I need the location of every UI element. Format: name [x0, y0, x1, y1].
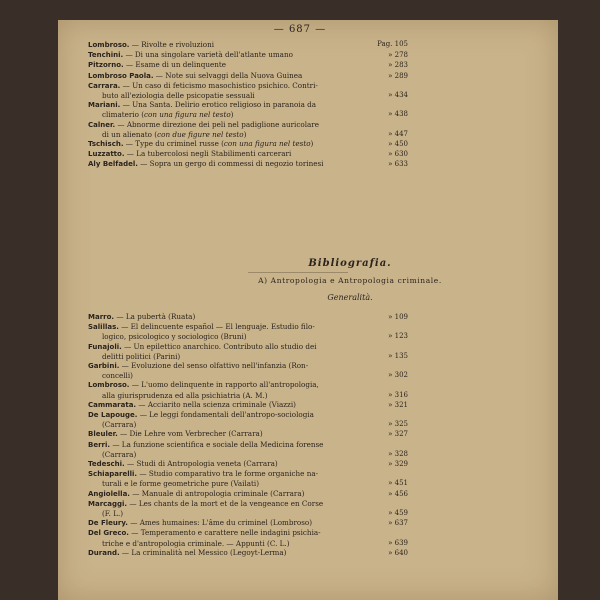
entry-title-line: (Carrara) — [102, 420, 137, 430]
toc-entry — [88, 400, 408, 410]
entry-author: Angiolella. — [88, 489, 130, 498]
entry-page-number: » 329 — [388, 460, 408, 469]
entry-title-line: — Un caso di feticismo masochistico psichico. Contri- — [120, 80, 318, 90]
entry-title-line: triche e d'antropologia criminale. — Appunti (C. L.) — [102, 538, 290, 548]
entry-title-line: — Un epilettico anarchico. Contributo allo studio dei — [121, 341, 317, 351]
entry-title-line: — La tubercolosi negli Stabilimenti carcerari — [124, 149, 292, 159]
entry-page-number: Pag. 105 — [377, 40, 408, 48]
entry-author: Marro. — [88, 313, 115, 321]
entry-title-line: — Studi di Antropologia veneta (Carrara) — [124, 459, 278, 469]
entry-page-number: » 447 — [388, 129, 408, 138]
entry-title-line: — Studio comparativo tra le forme organiche na- — [137, 469, 319, 479]
toc-entry — [88, 440, 408, 459]
entry-title-line: — Abnorme direzione dei peli nel padiglione auricolare — [115, 119, 319, 129]
entry-author: Lombroso Paola. — [88, 71, 154, 80]
toc-entry — [88, 548, 408, 558]
entry-author: Mariani. — [88, 101, 121, 110]
entry-author: Del Greco. — [88, 529, 129, 538]
entry-page-number: » 109 — [388, 313, 408, 321]
section-a-heading — [100, 276, 600, 285]
toc-entry — [88, 120, 408, 139]
entry-author: De Fleury. — [88, 519, 128, 528]
toc-entry — [88, 312, 408, 322]
toc-entry — [88, 469, 408, 488]
entry-author: Salillas. — [88, 323, 119, 332]
entry-title-line: turali e le forme geometriche pure (Vailati) — [102, 479, 260, 489]
entry-page-number: » 278 — [388, 51, 408, 60]
section-a-label: A) Antropologia e Antropologia criminale. — [258, 276, 442, 285]
entry-title-line: — Una Santa. Delirio erotico religioso in paranoia da — [120, 100, 317, 110]
entry-page-number: » 459 — [388, 509, 408, 518]
toc-entry — [88, 518, 408, 528]
toc-entry — [88, 50, 408, 60]
entry-title-line: — Sopra un gergo di commessi di negozio torinesi — [137, 159, 324, 169]
entry-title-line: logico, psicologico y sociologico (Bruni) — [102, 332, 247, 342]
toc-entry — [88, 380, 408, 399]
entry-title-line: — Esame di un delinquente — [123, 60, 227, 70]
toc-entry — [88, 528, 408, 547]
bottom-entries-list — [88, 312, 408, 558]
entry-author: Aly Belfadel. — [88, 160, 138, 169]
entry-title-line: — Type du criminel russe (con una figura nel testo) — [123, 139, 314, 149]
toc-entry — [88, 81, 408, 100]
bibliography-heading: Bibliografia. — [308, 258, 392, 269]
entry-title-line: — Note sui selvaggi della Nuova Guinea — [153, 70, 303, 80]
entry-title-line: delitti politici (Parini) — [102, 351, 181, 361]
entry-author: Luzzatto. — [88, 150, 125, 159]
toc-entry — [88, 139, 408, 149]
toc-entry — [88, 410, 408, 429]
entry-title-line: — Ames humaines: L'âme du criminel (Lombroso) — [127, 518, 313, 528]
heading-rule — [248, 272, 348, 273]
entry-page-number: » 456 — [388, 489, 408, 498]
toc-entry — [88, 459, 408, 469]
entry-author: Bleuler. — [88, 430, 118, 439]
entry-page-number: » 328 — [388, 449, 408, 458]
entry-page-number: » 289 — [388, 71, 408, 80]
entry-page-number: » 639 — [388, 538, 408, 547]
entry-page-number: » 451 — [388, 479, 408, 488]
entry-page-number: » 327 — [388, 430, 408, 439]
entry-page-number: » 438 — [388, 110, 408, 119]
toc-entry — [88, 60, 408, 70]
entry-title-line: — Manuale di antropologia criminale (Carrara) — [129, 488, 305, 498]
toc-entry — [88, 71, 408, 81]
entry-author: Tenchini. — [88, 51, 124, 60]
entry-page-number: » 325 — [388, 420, 408, 429]
toc-entry — [88, 159, 408, 169]
toc-entry — [88, 342, 408, 361]
entry-page-number: » 637 — [388, 519, 408, 528]
entry-title-line: — La funzione scientifica e sociale della Medicina forense — [110, 439, 324, 449]
entry-title-line: — La criminalità nel Messico (Legoyt-Lerma) — [119, 547, 287, 557]
toc-entry — [88, 361, 408, 380]
entry-title-line: (Carrara) — [102, 449, 137, 459]
toc-entry — [88, 322, 408, 341]
entry-author: Carrara. — [88, 81, 121, 90]
entry-title-line: — L'uomo delinquente in rapporto all'antropologia, — [129, 380, 319, 390]
entry-title-line: — Les chants de la mort et de la vengeance en Corse — [127, 498, 324, 508]
entry-page-number: » 123 — [388, 332, 408, 341]
entry-author: Tschisch. — [88, 140, 124, 149]
entry-title-line: — El delincuente español — El lenguaje. Estudio filo- — [118, 322, 315, 332]
entry-title-line: (F. L.) — [102, 509, 124, 519]
entry-author: Marcaggi. — [88, 499, 128, 508]
entry-page-number: » 630 — [388, 150, 408, 159]
toc-entry — [88, 499, 408, 518]
toc-entry — [88, 489, 408, 499]
entry-title-line: — Acciarito nella scienza criminale (Viazzi) — [136, 399, 296, 409]
generalita-heading: Generalità. — [327, 293, 373, 302]
entry-title-line: — Le leggi fondamentali dell'antropo-sociologia — [137, 410, 314, 420]
entry-title-line: — Rivolte e rivoluzioni — [129, 40, 214, 49]
entry-author: Cammarata. — [88, 400, 137, 409]
entry-author: Lombroso. — [88, 41, 130, 49]
entry-author: Pitzorno. — [88, 61, 124, 70]
entry-page-number: » 316 — [388, 390, 408, 399]
entry-author: Berri. — [88, 440, 111, 449]
entry-title-line: — Evoluzione del senso olfattivo nell'infanzia (Ron- — [119, 361, 309, 371]
entry-page-number: » 283 — [388, 61, 408, 70]
entry-title-line: alla giurisprudenza ed alla psichiatria (A. M.) — [102, 390, 268, 400]
entry-author: Schiaparelli. — [88, 470, 138, 479]
toc-entry — [88, 100, 408, 119]
entry-author: Tedeschi. — [88, 460, 125, 469]
entry-author: Calner. — [88, 120, 116, 129]
entry-title-line: — Temperamento e carattere nelle indagini psichia- — [128, 528, 321, 538]
entry-page-number: » 135 — [388, 351, 408, 360]
entry-page-number: » 450 — [388, 140, 408, 149]
top-entries-list — [88, 40, 408, 170]
entry-author: De Lapouge. — [88, 411, 138, 420]
entry-author: Garbini. — [88, 362, 120, 371]
entry-page-number: » 633 — [388, 160, 408, 169]
entry-title-line: buto all'eziologia delle psicopatie sessuali — [102, 91, 255, 101]
entry-title-line: climaterio (con una figura nel testo) — [102, 110, 234, 120]
toc-entry — [88, 40, 408, 50]
entry-author: Lombroso. — [88, 381, 130, 390]
entry-title-line: concelli) — [102, 371, 133, 381]
toc-entry — [88, 429, 408, 439]
entry-page-number: » 321 — [388, 400, 408, 409]
entry-title-line: di un alienato (con due figure nel testo) — [102, 129, 247, 139]
entry-page-number: » 434 — [388, 91, 408, 100]
entry-author: Funajoli. — [88, 342, 122, 351]
entry-title-line: — La pubertà (Ruata) — [114, 312, 196, 321]
page-number: — 687 — — [273, 24, 327, 35]
entry-page-number: » 302 — [388, 371, 408, 380]
entry-title-line: — Di una singolare varietà dell'atlante umano — [123, 50, 293, 60]
entry-page-number: » 640 — [388, 548, 408, 557]
entry-title-line: — Die Lehre vom Verbrecher (Carrara) — [117, 429, 263, 439]
entry-author: Durand. — [88, 548, 120, 557]
toc-entry — [88, 149, 408, 159]
